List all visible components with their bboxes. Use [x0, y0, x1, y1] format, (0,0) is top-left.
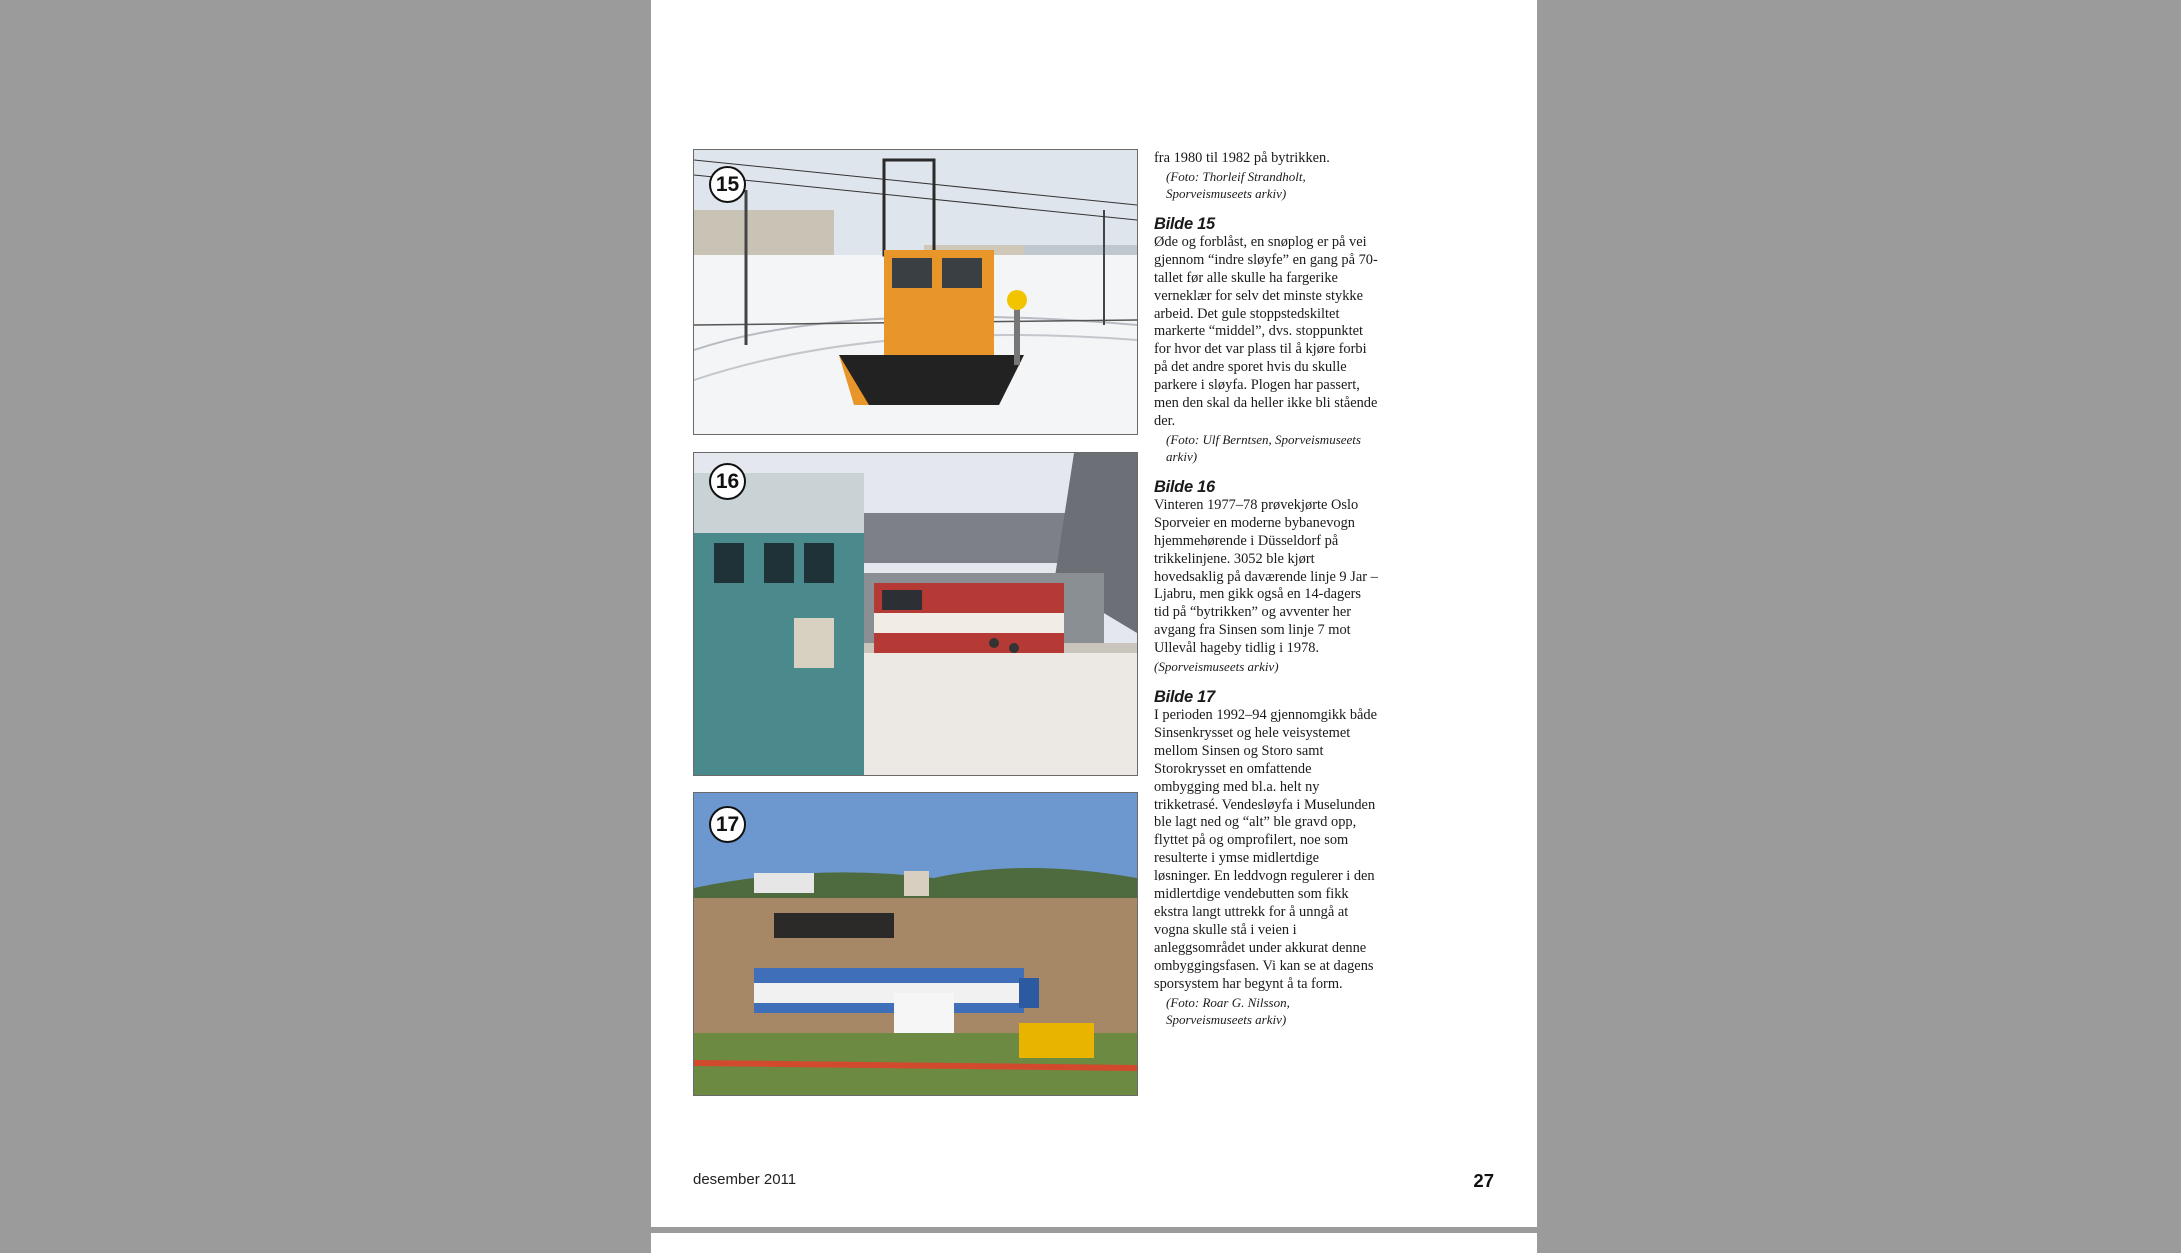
- caption-heading-16: Bilde 16: [1154, 477, 1215, 496]
- caption-column: [1154, 150, 1378, 1028]
- caption-body-15: Øde og forblåst, en snøplog er på vei gjennom “indre sløyfe” en gang på 70-tallet før alle skulle ha fargerike verneklær for selv det minste stykke arbeid. Det gule stoppstedskiltet markerte “middel”, dvs. stoppunktet for hvor det var plass til å kjøre forbi på det andre sporet hvis du skulle parkere i sløyfa. Plogen har passert, men den skal da heller ikke bli stående der.: [1154, 233, 1378, 429]
- intro-line: fra 1980 til 1982 på bytrikken.: [1154, 150, 1330, 166]
- photo-number-badge: 16: [709, 463, 746, 500]
- magazine-page: [651, 0, 1537, 1227]
- caption-body-16: Vinteren 1977–78 prøvekjørte Oslo Sporveier en moderne bybanevogn hjemmehørende i Düsseldorf på trikkelinjene. 3052 ble kjørt hovedsaklig på daværende linje 9 Jar – Ljabru, men gikk også en 14-dagers tid på “bytrikken” og avventer her avgang fra Sinsen som linje 7 mot Ullevål hageby tidlig i 1978.: [1154, 496, 1378, 657]
- photo-snowplough: [693, 149, 1138, 435]
- photo-credit: (Foto: Roar G. Nilsson, Sporveismuseets arkiv): [1166, 994, 1290, 1027]
- caption-body-17: I perioden 1992–94 gjennomgikk både Sinsenkrysset og hele veisystemet mellom Sinsen og Storo samt Storokrysset en omfattende ombygging med bl.a. helt ny trikketrasé. Vendesløyfa i Muselunden ble lagt ned og “alt” ble gravd opp, flyttet på og omprofilert, noe som resulterte i ymse midlertdige løsninger. En leddvogn regulerer i den midlertdige vendebutten som fikk ekstra langt uttrekk for å unngå at vogna skulle stå i veien i anleggsområdet under akkurat denne ombyggingsfasen. Vi kan se at dagens sporsystem har begynt å ta form.: [1154, 707, 1378, 992]
- photo-credit: (Sporveismuseets arkiv): [1154, 659, 1279, 675]
- photo-credit: (Foto: Ulf Berntsen, Sporveismuseets arkiv): [1166, 431, 1361, 464]
- page-number: 27: [1473, 1170, 1494, 1191]
- caption-heading-15: Bilde 15: [1154, 214, 1215, 233]
- photo-trams-sinsen: [693, 452, 1138, 776]
- construction-image: [694, 793, 1137, 1095]
- caption-heading-17: Bilde 17: [1154, 688, 1215, 707]
- next-page-edge: [651, 1233, 1537, 1253]
- issue-date: desember 2011: [693, 1171, 797, 1188]
- trams-image: [694, 453, 1137, 775]
- photo-number-badge: 17: [709, 806, 746, 843]
- snowplough-image: [694, 150, 1137, 434]
- photo-construction: [693, 792, 1138, 1096]
- photo-credit: (Foto: Thorleif Strandholt, Sporveismuseets arkiv): [1166, 168, 1306, 201]
- photo-number-badge: 15: [709, 166, 746, 203]
